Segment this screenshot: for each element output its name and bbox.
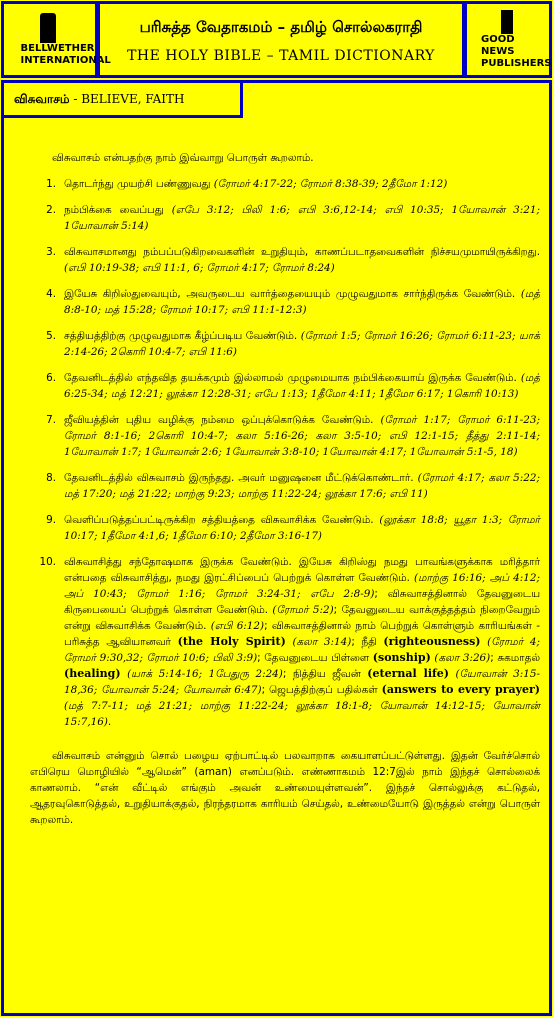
- bellwether-logo: [20, 13, 111, 67]
- right-logo-text: GOOD NEWS PUBLISHERS: [481, 33, 552, 69]
- left-logo-text: BELLWETHER INTERNATIONAL: [20, 42, 111, 66]
- meaning-list: [30, 176, 540, 730]
- english-term: (the Holy Spirit): [177, 635, 286, 648]
- bell-icon: [40, 13, 56, 43]
- entry-body: [30, 150, 540, 828]
- title-english: THE HOLY BIBLE – TAMIL DICTIONARY: [127, 48, 435, 64]
- title-tamil: பரிசுத்த வேதாகமம் – தமிழ் சொல்லகராதி: [139, 18, 423, 36]
- closing-paragraph: விசுவாசம் என்னும் சொல் பழைய ஏற்பாட்டில் பலவாறாக கையாளப்பட்டுள்ளது. இதன் வேர்ச்சொல் எபிரெய மொழியில் “ஆமென்” (aman) எனப்படும். எண்ணாகமம் 12:7இல் நாம் இந்தச் சொல்லைக் காணலாம். “என் வீட்டில் எங்கும் அவன் உண்மையுள்ளவன்”. இந்தச் சொல்லுக்கு கட்டுதல், ஆதரவுகொடுத்தல், உறுதியாக்குதல், நிரந்தரமாக காரியம் செய்தல், உண்மையோடு இருத்தல் என்று பொருள் கூறலாம்.: [30, 750, 540, 826]
- left-logo-box: [1, 1, 111, 78]
- entry-heading-box: [1, 80, 243, 118]
- english-term: (healing): [64, 667, 121, 680]
- scripture-ref: (மத் 6:25-34; மத் 12:21; லூக்கா 12:28-31; எபே 1:13; 1தீமோ 4:11; 1தீமோ 6:17; 1கொரி 10:13): [64, 372, 540, 400]
- english-term: (righteousness): [383, 635, 481, 648]
- title-box: [97, 1, 465, 78]
- list-item: 6. தேவனிடத்தில் எந்தவித தயக்கமும் இல்லாமல் முழுமையாக நம்பிக்கையாய் இருக்க வேண்டும். (மத் 6:25-34; மத் 12:21; லூக்கா 12:28-31; எபே 1:13; 1தீமோ 4:11; 1தீமோ 6:17; 1கொரி 10:13): [46, 372, 540, 400]
- english-term: (answers to every prayer): [381, 683, 541, 696]
- list-item: 4. இயேசு கிறிஸ்துவையும், அவருடைய வார்த்தையையும் முழுவதுமாக சார்ந்திருக்க வேண்டும். (மத் 8:8-10; மத் 15:28; ரோமர் 10:17; எபி 11:1-12:3): [46, 288, 540, 316]
- list-item: 5. சத்தியத்திற்கு முழுவதுமாக கீழ்ப்படிய வேண்டும். (ரோமர் 1:5; ரோமர் 16:26; ரோமர் 6:11-23; யாக் 2:14-26; 2கொரி 10:4-7; எபி 11:6): [46, 330, 540, 358]
- scripture-ref: (ரோமர் 1:5; ரோமர் 16:26; ரோமர் 6:11-23; யாக் 2:14-26; 2கொரி 10:4-7; எபி 11:6): [64, 330, 540, 358]
- intro-text: விசுவாசம் என்பதற்கு நாம் இவ்வாறு பொருள் கூறலாம்.: [52, 152, 314, 164]
- scripture-ref: (மத் 8:8-10; மத் 15:28; ரோமர் 10:17; எபி 11:1-12:3): [64, 288, 540, 316]
- book-icon: [501, 10, 513, 34]
- english-term: (sonship): [372, 651, 431, 664]
- list-item: 1. தொடர்ந்து முயற்சி பண்ணுவது (ரோமர் 4:17-22; ரோமர் 8:38-39; 2தீமோ 1:12): [46, 178, 448, 190]
- list-item: 2. நம்பிக்கை வைப்பது (எபே 3:12; பிலி 1:6; எபி 3:6,12-14; எபி 10:35; 1யோவான் 3:21; 1யோவான் 5:14): [46, 204, 540, 232]
- scripture-ref: (ரோமர் 4:17; கலா 5:22; மத் 17:20; மத் 21:22; மாற்கு 9:23; மாற்கு 11:22-24; லூக்கா 17:6; எபி 11): [64, 472, 541, 500]
- list-item: 10. விசுவாசித்து சந்தோஷமாக இருக்க வேண்டும். இயேசு கிறிஸ்து நமது பாவங்களுக்காக மரித்தார் என்பதை விசுவாசித்து, நமது இரட்சிப்பைப் பெற்றுக் கொள்ள வேண்டும். (மாற்கு 16:16; அப் 4:12; அப் 10:43; ரோமர் 1:16; ரோமர் 3:24-31; எபே 2:8-9); விசுவாசத்தினால் தேவனுடைய கிருபையைப் பெற்றுக் கொள்ள வேண்டும். (ரோமர் 5:2); தேவனுடைய வாக்குத்தத்தம் நிறைவேறும் என்று விசுவாசிக்க வேண்டும். (எபி 6:12); விசுவாசத்தினால் நாம் பெற்றுக் கொள்ளும் காரியங்கள் - பரிசுத்த ஆவியானவர் (the Holy Spirit) (கலா 3:14); நீதி (righteousness) (ரோமர் 4; ரோமர் 9:30,32; ரோமர் 10:6; பிலி 3:9); தேவனுடைய பிள்ளை (sonship) (கலா 3:26); சுகமாதல் (healing) (யாக் 5:14-16; 1பேதுரு 2:24); நித்திய ஜீவன் (eternal life) (யோவான் 3:15-18,36; யோவான் 5:24; யோவான் 6:47); ஜெபத்திற்குப் பதில்கள் (answers to every prayer) (மத் 7:7-11; மத் 21:21; மாற்கு 11:22-24; லூக்கா 18:1-8; யோவான் 14:12-15; யோவான் 15:7,16).: [39, 556, 541, 728]
- scripture-ref: (லூக்கா 18:8; யூதா 1:3; ரோமர் 10:17; 1தீமோ 4:1,6; 1தீமோ 6:10; 2தீமோ 3:16-17): [64, 514, 540, 542]
- entry-word-english: - BELIEVE, FAITH: [69, 92, 185, 106]
- scripture-ref: (ரோமர் 4:17-22; ரோமர் 8:38-39; 2தீமோ 1:12): [213, 178, 448, 190]
- good-news-logo: [481, 10, 552, 70]
- entry-heading: [14, 92, 185, 108]
- list-item: 7. ஜீவியத்தின் புதிய வழிக்கு நம்மை ஒப்புக்கொடுக்க வேண்டும். (ரோமர் 1:17; ரோமர் 6:11-23; ரோமர் 8:1-16; 2கொரி 10:4-7; கலா 5:16-26; கலா 3:5-10; எபி 12:1-15; தீத்து 2:11-14; 1யோவான் 1:7; 1யோவான் 2:6; 1யோவான் 3:8-10; 1யோவான் 4:17; 1யோவான் 5:1-5, 18): [46, 414, 540, 458]
- right-logo-box: [464, 1, 552, 78]
- scripture-ref: (ரோமர் 1:17; ரோமர் 6:11-23; ரோமர் 8:1-16; 2கொரி 10:4-7; கலா 5:16-26; கலா 3:5-10; எபி 12:1-15; தீத்து 2:11-14; 1யோவான் 1:7; 1யோவான் 2:6; 1யோவான் 3:8-10; 1யோவான் 4:17; 1யோவான் 5:1-5, 18): [64, 414, 540, 458]
- list-item: 9. வெளிப்படுத்தப்பட்டிருக்கிற சத்தியத்தை விசுவாசிக்க வேண்டும். (லூக்கா 18:8; யூதா 1:3; ரோமர் 10:17; 1தீமோ 4:1,6; 1தீமோ 6:10; 2தீமோ 3:16-17): [46, 514, 540, 542]
- entry-word-tamil: விசுவாசம்: [14, 92, 70, 106]
- scripture-ref: (எபே 3:12; பிலி 1:6; எபி 3:6,12-14; எபி 10:35; 1யோவான் 3:21; 1யோவான் 5:14): [64, 204, 540, 232]
- english-term: (eternal life): [367, 667, 449, 680]
- list-item: 8. தேவனிடத்தில் விசுவாசம் இருந்தது. அவர் மனுஷனை மீட்டுக்கொண்டார். (ரோமர் 4:17; கலா 5:22; மத் 17:20; மத் 21:22; மாற்கு 9:23; மாற்கு 11:22-24; லூக்கா 17:6; எபி 11): [46, 472, 541, 500]
- scripture-ref: (எபி 10:19-38; எபி 11:1, 6; ரோமர் 4:17; ரோமர் 8:24): [64, 262, 335, 274]
- list-item: 3. விசுவாசமானது நம்பப்படுகிறவைகளின் உறுதியும், காணப்படாதவைகளின் நிச்சயமுமாயிருக்கிறது. (எபி 10:19-38; எபி 11:1, 6; ரோமர் 4:17; ரோமர் 8:24): [46, 246, 540, 274]
